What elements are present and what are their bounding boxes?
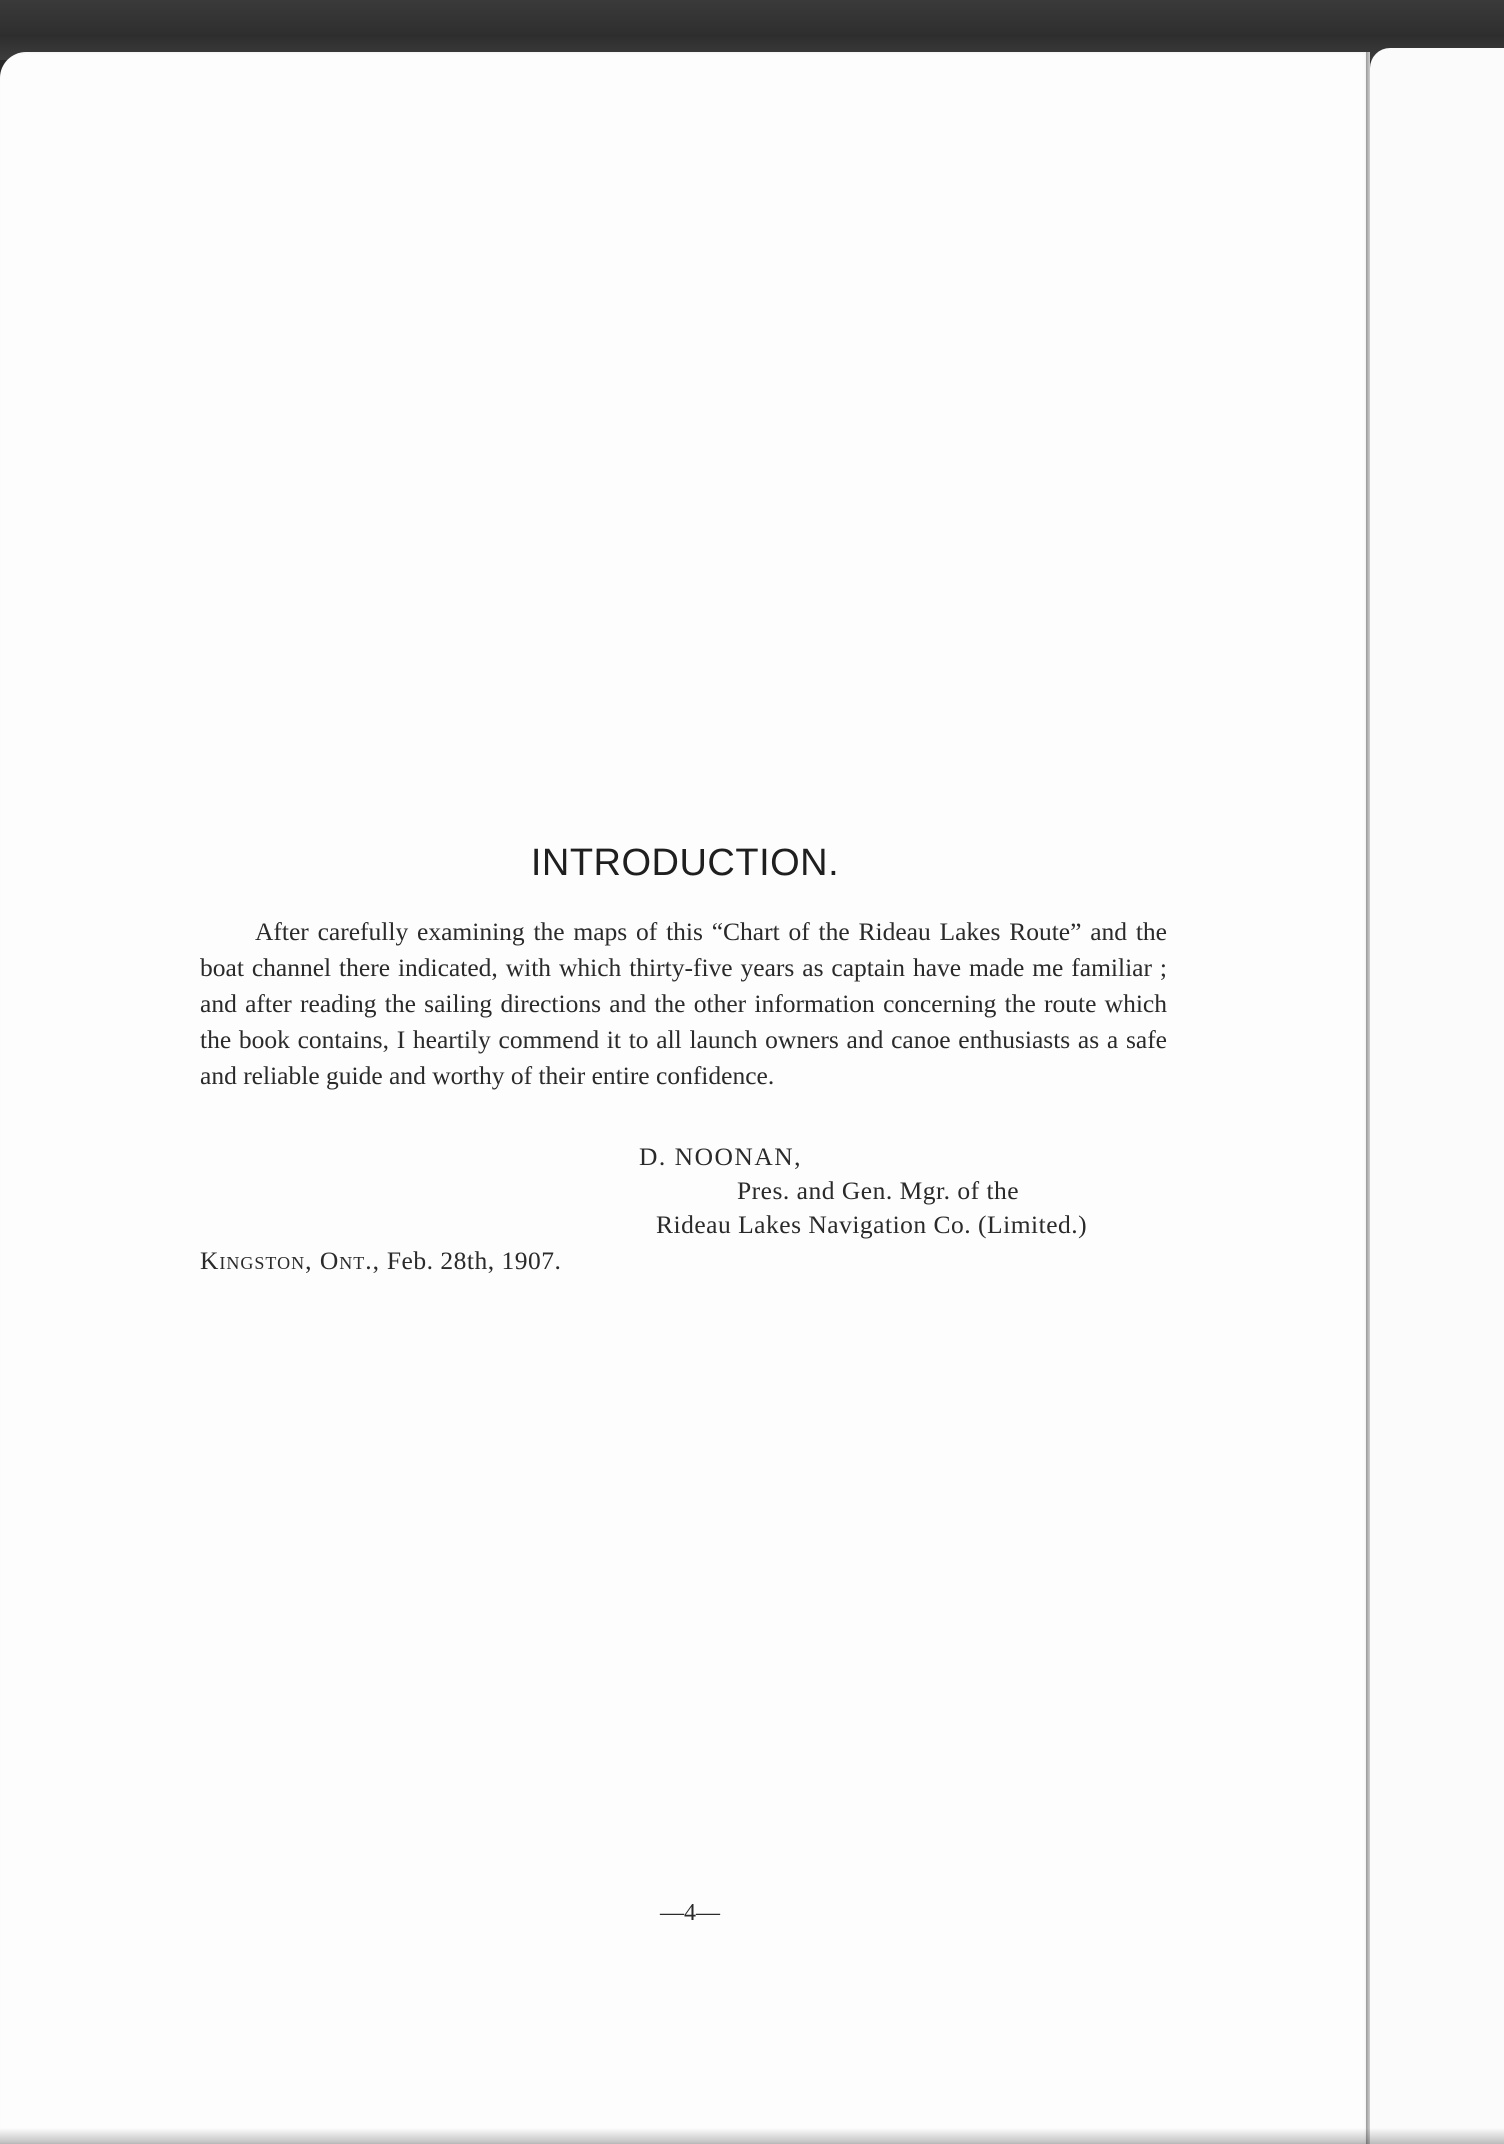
signature-company: Rideau Lakes Navigation Co. (Limited.)	[656, 1210, 1088, 1239]
page-number: —4—	[660, 1900, 720, 1926]
scan-background-top	[0, 0, 1504, 60]
date-line: Feb. 28th, 1907.	[386, 1246, 562, 1275]
signature-title: Pres. and Gen. Mgr. of the	[737, 1176, 1020, 1205]
facing-page-edge	[1370, 48, 1504, 2144]
place-and-date	[200, 1246, 561, 1276]
scan-background-bottom	[0, 2128, 1504, 2144]
signature-name: D. NOONAN,	[639, 1142, 803, 1171]
introduction-paragraph: After carefully examining the maps of this “Chart of the Rideau Lakes Route” and the boat channel there indicated, with which thirty-five years as captain have made me familiar ; and after reading the sailing directions and the other information concerning the route which the book contains, I heartily commend it to all launch owners and canoe enthusiasts as a safe and reliable guide and worthy of their entire confidence.	[200, 917, 1167, 1090]
page-title: INTRODUCTION.	[530, 842, 840, 884]
book-page	[0, 52, 1368, 2144]
place-line: Kingston, Ont.,	[200, 1246, 380, 1275]
